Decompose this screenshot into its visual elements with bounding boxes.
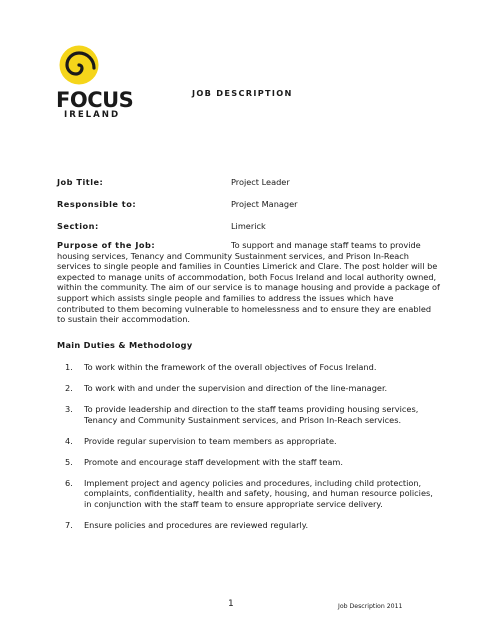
focus-ireland-logo xyxy=(56,44,134,120)
list-item-text: To provide leadership and direction to the staff teams providing housing services, Tenancy and Community Sustainment services, and Prison In-Reach services. xyxy=(84,403,419,425)
list-item xyxy=(57,404,441,425)
list-item-text: To work within the framework of the overall objectives of Focus Ireland. xyxy=(84,362,377,372)
list-item-text: To work with and under the supervision and direction of the line-manager. xyxy=(84,382,388,393)
list-item-number: 1. xyxy=(65,362,73,372)
purpose-paragraph xyxy=(57,240,441,325)
list-item xyxy=(57,383,441,394)
responsible-to-value: Project Manager xyxy=(231,199,298,209)
list-item-text: Implement project and agency policies and procedures, including child protection, complaints, confidentiality, health and safety, housing, and human resource policies, in conjunction with the staff team to ensure appropriate service delivery. xyxy=(84,477,433,509)
duties-list xyxy=(57,362,441,541)
list-item xyxy=(57,362,441,373)
job-title-row xyxy=(57,177,457,188)
swirl-logo-icon xyxy=(59,44,99,86)
list-item-number: 5. xyxy=(65,456,73,467)
footer-label: Job Description 2011 xyxy=(338,603,403,610)
list-item-number: 2. xyxy=(65,382,73,393)
list-item-text: Promote and encourage staff development with the staff team. xyxy=(84,456,343,467)
section-label: Section: xyxy=(57,221,99,231)
list-item-number: 7. xyxy=(65,519,73,530)
purpose-text: To support and manage staff teams to provide housing services, Tenancy and Community Sustainment services, and Prison In-Reach services to single people and families in Counties Limerick and Clare. The post holder will be expected to manage units of accommodation, both Focus Ireland and local authority owned, within the community. The aim of our service is to manage housing and provide a package of support which assists single people and families to address the issues which have contributed to them becoming vulnerable to homelessness and to ensure they are enabled to sustain their accommodation. xyxy=(57,240,440,325)
page-number: 1 xyxy=(228,599,234,609)
list-item-number: 3. xyxy=(65,403,73,414)
job-title-value: Project Leader xyxy=(231,177,290,187)
list-item xyxy=(57,457,441,468)
logo-subtitle: IRELAND xyxy=(64,110,121,120)
list-item-number: 6. xyxy=(65,477,73,488)
document-title: JOB DESCRIPTION xyxy=(192,88,293,98)
purpose-label: Purpose of the Job: xyxy=(57,240,156,250)
job-title-label: Job Title: xyxy=(57,177,104,187)
section-row xyxy=(57,221,457,232)
list-item xyxy=(57,436,441,447)
list-item xyxy=(57,520,441,531)
list-item-number: 4. xyxy=(65,435,73,446)
section-value: Limerick xyxy=(231,221,266,231)
list-item xyxy=(57,478,441,510)
responsible-to-row xyxy=(57,199,457,210)
logo-wordmark: FOCUS xyxy=(56,88,134,112)
list-item-text: Ensure policies and procedures are reviewed regularly. xyxy=(84,519,309,530)
list-item-text: Provide regular supervision to team members as appropriate. xyxy=(84,435,337,446)
duties-heading: Main Duties & Methodology xyxy=(57,340,193,350)
responsible-to-label: Responsible to: xyxy=(57,199,137,209)
